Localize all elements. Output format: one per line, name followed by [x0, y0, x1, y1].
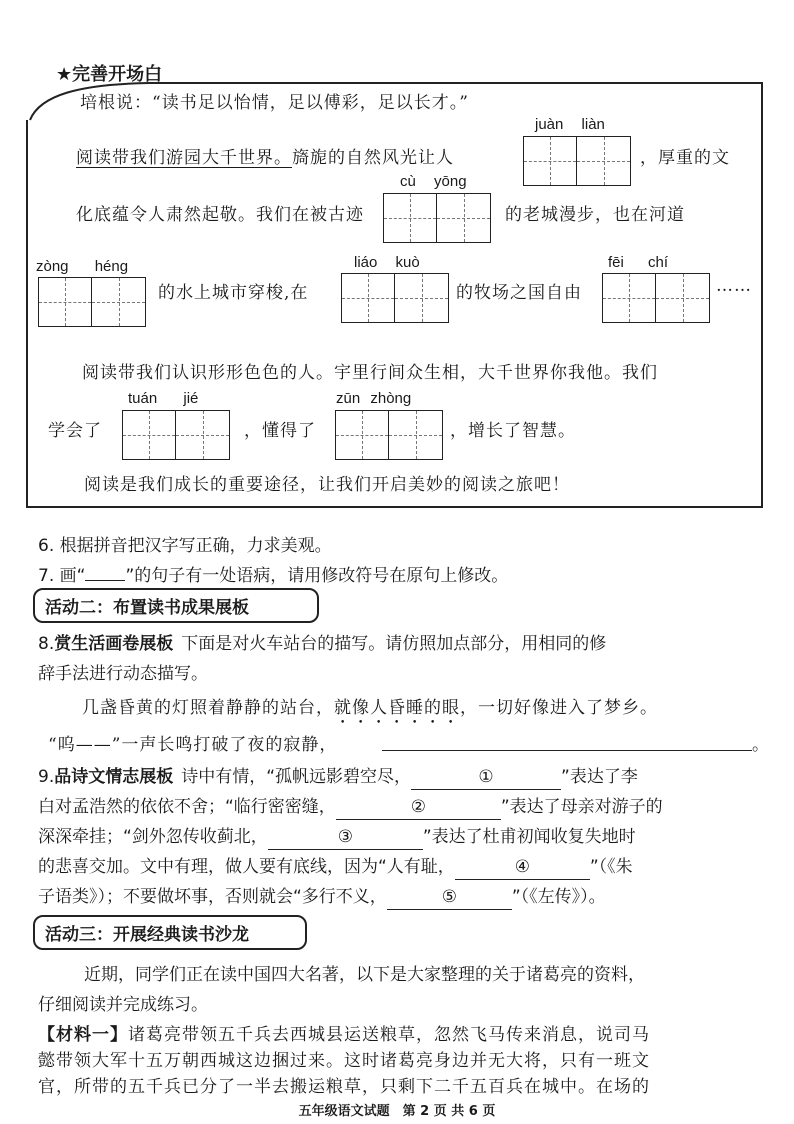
material-line-2: 懿带领大军十五万朝西城这边捆过来。这时诸葛亮身边并无大将，只有一班文	[38, 1051, 650, 1071]
pinyin-zongheng: zòng héng	[36, 258, 129, 275]
text: ”表达了李	[561, 767, 638, 787]
text: 。	[752, 735, 770, 755]
tianzi-grid-1[interactable]	[523, 136, 631, 186]
passage-line-6: 阅读是我们成长的重要途径，让我们开启美妙的阅读之旅吧！	[84, 475, 570, 495]
underline-sample	[85, 564, 125, 581]
text: 的老城漫步，也在河道	[505, 205, 685, 225]
intro-line-1: 近期，同学们正在读中国四大名著，以下是大家整理的关于诸葛亮的资料，	[84, 965, 645, 985]
answer-line-q8[interactable]	[382, 750, 752, 751]
question-7	[38, 561, 508, 586]
question-number: 8.	[38, 634, 55, 654]
text: 几盏昏黄的灯照着静静的站台，	[82, 698, 334, 718]
text: 子语类》）；不要做坏事，否则就会“多行不义，	[38, 887, 387, 907]
bacon-quote: 培根说：“读书足以怡情，足以傅彩，足以长才。”	[80, 93, 469, 113]
question-9-line-1	[38, 762, 638, 790]
passage-line-4: 阅读带我们认识形形色色的人。宇里行间众生相，大千世界你我他。我们	[82, 363, 658, 383]
question-8-line-1	[38, 629, 606, 654]
blank-1[interactable]: ①	[411, 767, 561, 790]
text: 7. 画“	[38, 566, 86, 586]
pinyin-tuanjie: tuán jié	[128, 390, 199, 407]
text: 下面是对火车站台的描写。请仿照加点部分，用相同的修	[181, 634, 607, 654]
text: 诗中有情，“孤帆远影碧空尽，	[181, 767, 412, 787]
blank-2[interactable]: ②	[336, 797, 501, 820]
question-8-line-2: 辞手法进行动态描写。	[38, 664, 208, 684]
pinyin-liaokuo: liáo kuò	[354, 254, 420, 271]
pinyin-feichi: fēi chí	[608, 254, 669, 271]
dotted-phrase: 就像人昏睡的眼	[334, 698, 460, 718]
imitation-prompt: “呜——”一声长鸣打破了夜的寂静，	[48, 735, 338, 755]
question-9-line-2	[38, 792, 663, 820]
tianzi-grid-7[interactable]	[335, 410, 443, 460]
text: ”表达了母亲对游子的	[500, 797, 663, 817]
blank-3[interactable]: ③	[268, 827, 423, 850]
activity-3-box: 活动三：开展经典读书沙龙	[33, 915, 307, 950]
text: 的水上城市穿梭,在	[158, 283, 309, 303]
section-title: ★完善开场白	[56, 64, 163, 85]
pinyin-juanlian: juàn liàn	[535, 116, 605, 133]
question-6: 6. 根据拼音把汉字写正确，力求美观。	[38, 536, 332, 556]
tianzi-grid-4[interactable]	[341, 273, 449, 323]
text: ，一切好像进入了梦乡。	[460, 698, 658, 718]
passage-line-1	[76, 143, 454, 168]
question-number: 9.	[38, 767, 55, 787]
intro-line-2: 仔细阅读并完成练习。	[38, 995, 208, 1015]
text: ”表达了杜甫初闻收复失地时	[422, 827, 636, 847]
tianzi-grid-5[interactable]	[602, 273, 710, 323]
text: ，懂得了	[244, 421, 316, 441]
text: 白对孟浩然的依依不舍；“临行密密缝，	[38, 797, 336, 817]
text: ”（《朱	[589, 857, 633, 877]
activity-2-box: 活动二：布置读书成果展板	[33, 588, 319, 623]
text: ”的句子有一处语病，请用修改符号在原句上修改。	[125, 566, 509, 586]
text: ，厚重的文	[640, 148, 730, 168]
text: 学会了	[48, 421, 102, 441]
page-footer: 五年级语文试题 第 2 页 共 6 页	[298, 1104, 496, 1119]
text: 的悲喜交加。文中有理，做人要有底线，因为“人有耻，	[38, 857, 455, 877]
pinyin-cuyong: cù yōng	[400, 173, 467, 190]
underlined-sentence: 阅读带我们游园大千世界。	[76, 148, 292, 168]
text: ，增长了智慧。	[450, 421, 576, 441]
question-9-line-5	[38, 882, 606, 910]
question-9-line-4	[38, 852, 633, 880]
blank-4[interactable]: ④	[455, 857, 590, 880]
material-label: 【材料一】	[38, 1025, 128, 1045]
question-heading: 品诗文情志展板	[54, 767, 174, 787]
question-heading: 赏生活画卷展板	[54, 634, 174, 654]
tianzi-grid-3[interactable]	[38, 277, 146, 327]
material-line-1	[38, 1020, 650, 1045]
passage-line-2: 化底蕴令人肃然起敬。我们在被古迹	[76, 205, 364, 225]
text: 深深牵挂；“剑外忽传收蓟北，	[38, 827, 268, 847]
text: 诸葛亮带领五千兵去西城县运送粮草，忽然飞马传来消息，说司马	[128, 1025, 650, 1045]
example-sentence	[82, 693, 658, 728]
text: 的牧场之国自由	[456, 283, 582, 303]
question-9-line-3	[38, 822, 636, 850]
pinyin-zunzhong: zūn zhòng	[336, 390, 412, 407]
text: 旖旎的自然风光让人	[292, 148, 454, 168]
ellipsis: ……	[716, 276, 752, 296]
text: ”（《左传》）。	[511, 887, 606, 907]
tianzi-grid-6[interactable]	[122, 410, 230, 460]
material-line-3: 官，所带的五千兵已分了一半去搬运粮草，只剩下二千五百兵在城中。在场的	[38, 1077, 650, 1097]
tianzi-grid-2[interactable]	[383, 193, 491, 243]
blank-5[interactable]: ⑤	[387, 887, 512, 910]
